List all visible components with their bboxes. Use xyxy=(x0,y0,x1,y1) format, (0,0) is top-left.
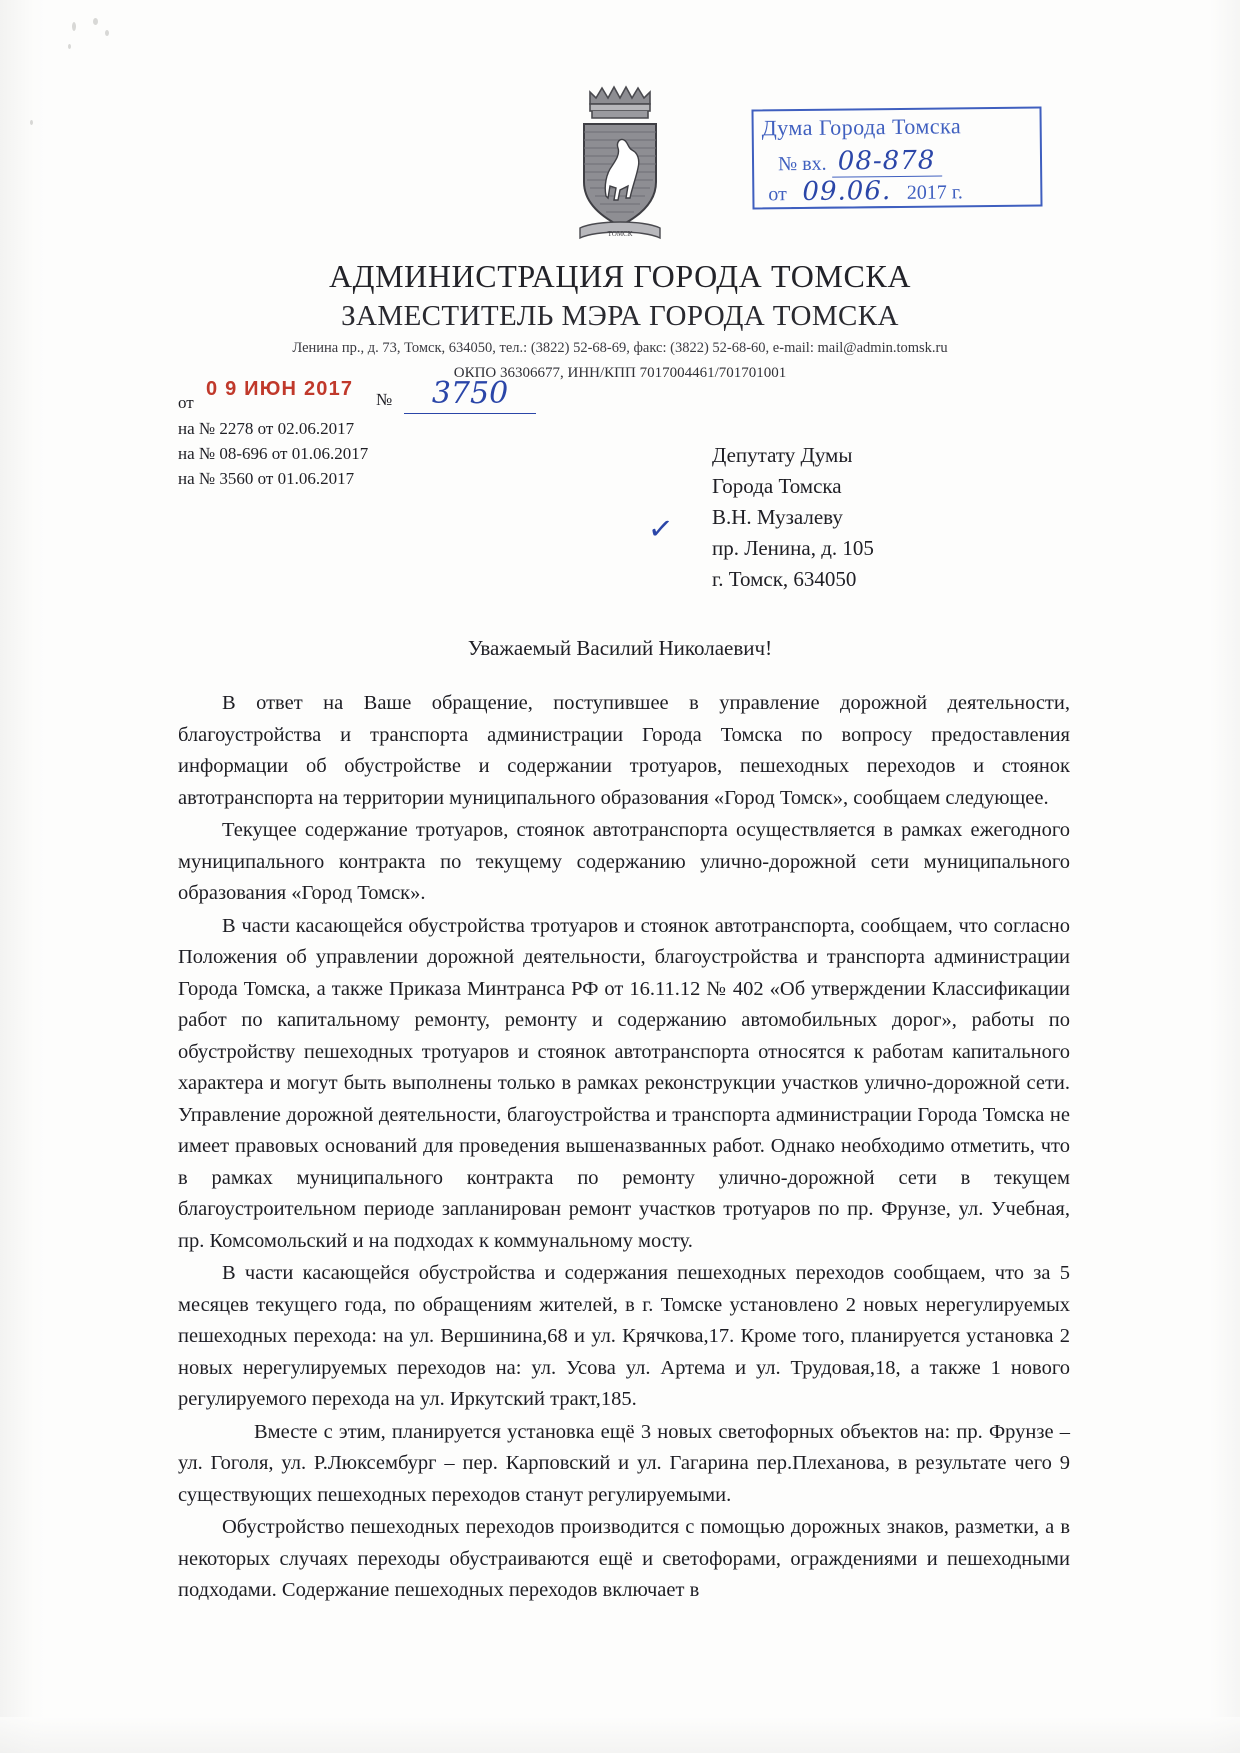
stamp-year-value: 2017 xyxy=(906,181,947,204)
addressee-line: Депутату Думы xyxy=(712,443,853,467)
organization-subtitle: ЗАМЕСТИТЕЛЬ МЭРА ГОРОДА ТОМСКА xyxy=(341,300,899,332)
handwritten-checkmark: ✓ xyxy=(646,510,675,549)
body-paragraph: В части касающейся обустройства и содержания пешеходных переходов сообщаем, что за 5 месяцев текущего года, по обращениям жителей, в г. Томске установлено 2 новых нерегулируемых пешеходных перехода: на ул. Вершинина,68 и ул. Крячкова,17. Кроме того, планируется установка 2 новых нерегулируемых переходов на: ул. Усова ул. Артема и ул. Трудовая,18, а также 1 нового регулируемого перехода на ул. Иркутский тракт,185. xyxy=(178,1262,1070,1410)
organization-codes: ОКПО 36306677, ИНН/КПП 7017004461/701701001 xyxy=(453,365,787,381)
body-paragraph: Обустройство пешеходных переходов производится с помощью дорожных знаков, разметки, а в некоторых случаях переходы обустраиваются ещё и светофорами, ограждениями и пешеходными подходами. Содержание пешеходных переходов включает в xyxy=(178,1516,1070,1601)
coat-of-arms-icon xyxy=(566,78,674,246)
reference-date-stamp: 0 9 ИЮН 2017 xyxy=(206,378,354,400)
stamp-date-row xyxy=(768,175,963,208)
organization-contacts: Ленина пр., д. 73, Томск, 634050, тел.: (3822) 52-68-69, факс: (3822) 52-68-60, e-mail: mail@admin.tomsk.ru xyxy=(292,340,948,356)
body-paragraph: Вместе с этим, планируется установка ещё 3 новых светофорных объектов на: пр. Фрунзе – ул. Гоголя, ул. Р.Люксембург – пер. Карповский и ул. Гагарина пер.Плеханова, в результате чего 9 существующих пешеходных переходов станут регулируемыми. xyxy=(178,1420,1070,1506)
reference-number-value: 3750 xyxy=(404,376,536,414)
stamp-number-label: № вх. xyxy=(777,152,827,176)
reference-line: на № 3560 от 01.06.2017 xyxy=(178,469,355,488)
stamp-year-suffix: г. xyxy=(951,181,963,204)
stamp-date-label: от xyxy=(768,183,787,206)
scan-speck xyxy=(93,18,98,25)
addressee-line: г. Томск, 634050 xyxy=(712,567,857,591)
body-paragraph: В ответ на Ваше обращение, поступившее в управление дорожной деятельности, благоустройства и транспорта администрации Города Томска по вопросу предоставления информации об обустройстве и содержании тротуаров, пешеходных переходов и стоянок автотранспорта на территории муниципального образования «Город Томск», сообщаем следующее. xyxy=(178,692,1070,809)
addressee-line: В.Н. Музалеву xyxy=(712,505,843,529)
incoming-stamp xyxy=(751,106,1042,209)
reference-block xyxy=(178,376,598,491)
letter-body xyxy=(178,688,1070,1608)
scan-speck xyxy=(30,120,33,125)
reference-from-label: от xyxy=(178,393,194,412)
stamp-number-row xyxy=(778,146,942,179)
stamp-date-value: 09.06. xyxy=(792,176,902,208)
stamp-title: Дума Города Томска xyxy=(761,113,962,141)
reference-line: на № 2278 от 02.06.2017 xyxy=(178,419,355,438)
stamp-number-value: 08-878 xyxy=(831,146,941,178)
body-paragraph: В части касающейся обустройства тротуаров и стоянок автотранспорта, сообщаем, что согласно Положения об управлении дорожной деятельности, благоустройства и транспорта администрации Города Томска, а также Приказа Минтранса РФ от 16.11.12 № 402 «Об утверждении Классификации работ по капитальному ремонту, ремонту и содержанию автомобильных дорог», работы по обустройству пешеходных тротуаров и стоянок автотранспорта относятся к работам капитального характера и могут быть выполнены только в рамках реконструкции участков улично-дорожной сети. Управление дорожной деятельности, благоустройства и транспорта администрации Города Томска не имеет правовых оснований для проведения вышеназванных работ. Однако необходимо отметить, что в рамках муниципального контракта по ремонту улично-дорожной сети в текущем благоустроительном периоде запланирован ремонт участков тротуаров по пр. Фрунзе, ул. Учебная, пр. Комсомольский и на подходах к коммунальному мосту. xyxy=(178,914,1070,1252)
scan-speck xyxy=(105,30,109,36)
body-paragraph: Текущее содержание тротуаров, стоянок автотранспорта осуществляется в рамках ежегодного муниципального контракта по текущему содержанию улично-дорожной сети муниципального образования «Город Томск». xyxy=(178,819,1070,904)
scan-edge-bottom xyxy=(0,1717,1240,1753)
reference-line: на № 08-696 от 01.06.2017 xyxy=(178,444,369,463)
scan-speck xyxy=(72,22,76,31)
svg-text:ТОМСК: ТОМСК xyxy=(607,230,633,238)
salutation: Уважаемый Василий Николаевич! xyxy=(467,636,773,660)
reference-top-row xyxy=(178,376,598,416)
addressee-block xyxy=(712,440,874,595)
addressee-line: пр. Ленина, д. 105 xyxy=(712,536,874,560)
reference-number-label: № xyxy=(376,390,393,409)
scan-speck xyxy=(68,44,71,49)
organization-title: АДМИНИСТРАЦИЯ ГОРОДА ТОМСКА xyxy=(328,258,912,294)
addressee-line: Города Томска xyxy=(712,474,842,498)
